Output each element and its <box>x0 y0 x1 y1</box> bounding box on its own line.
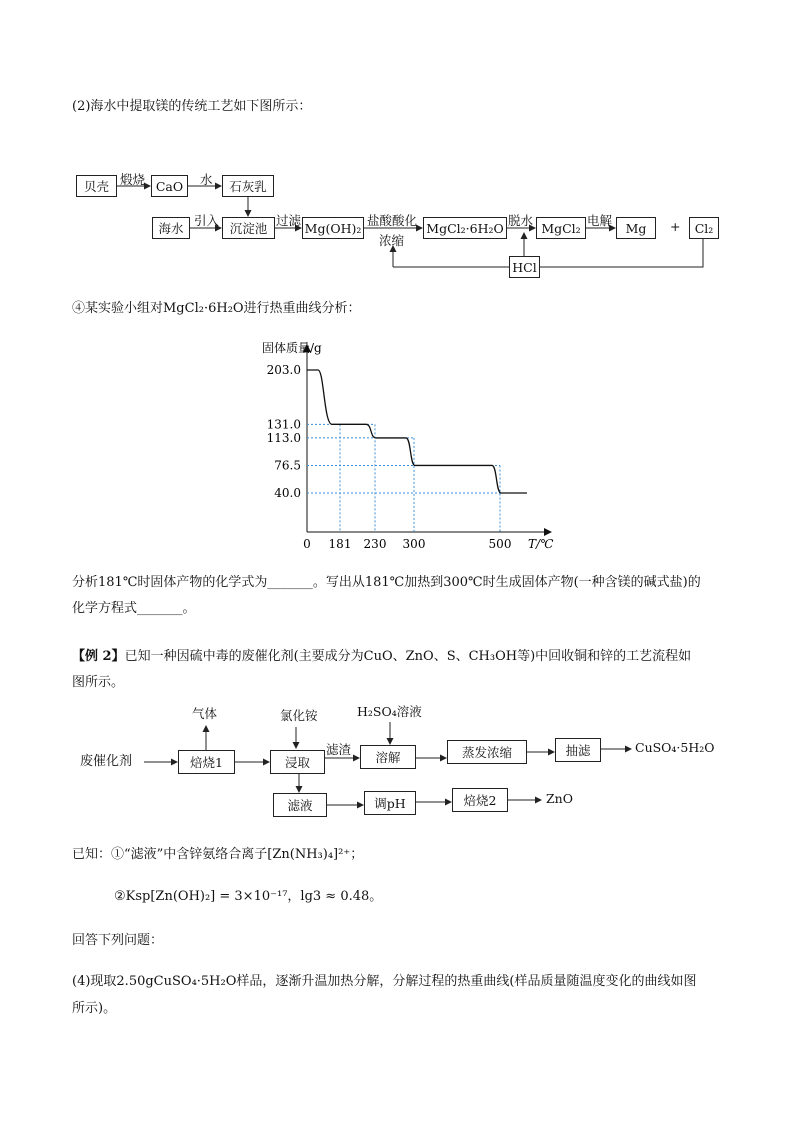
shell-box: 贝壳 <box>76 175 117 197</box>
nh4cl-label: 氯化铵 <box>280 708 318 723</box>
concentrate-label: 浓缩 <box>379 233 405 248</box>
section-heading: (2)海水中提取镁的传统工艺如下图所示： <box>72 99 312 114</box>
x-tick-label: 230 <box>363 537 387 551</box>
water-label: 水 <box>200 172 213 187</box>
analysis-line1: 分析181℃时固体产物的化学式为_______。写出从181℃加热到300℃时生成固体产物(一种含镁的碱式盐)的 <box>72 575 701 590</box>
residue-label: 滤渣 <box>326 742 352 757</box>
known-line2: ②Ksp[Zn(OH)₂] = 3×10⁻¹⁷，lg3 ≈ 0.48。 <box>114 889 383 904</box>
hcl-box: HCl <box>509 256 540 278</box>
zno-product-label: ZnO <box>546 791 573 806</box>
example2-line2: 图所示。 <box>72 675 125 690</box>
cao-box: CaO <box>151 175 188 197</box>
suction-filter-box: 抽滤 <box>555 738 601 762</box>
y-tick-label: 113.0 <box>266 430 301 445</box>
x-tick-label: 500 <box>488 537 512 551</box>
y-tick-label: 131.0 <box>266 417 301 432</box>
plus-sign: + <box>670 219 681 234</box>
limemilk-box: 石灰乳 <box>222 175 274 197</box>
y-tick-label: 203.0 <box>266 363 301 377</box>
acidify-label: 盐酸酸化 <box>367 213 418 228</box>
y-axis-title: 固体质量/g <box>262 341 322 355</box>
x-tick-label: 300 <box>402 537 426 551</box>
q4-intro: ④某实验小组对MgCl₂·6H₂O进行热重曲线分析： <box>72 301 361 316</box>
q4b-line2: 所示)。 <box>72 1001 117 1016</box>
waste-catalyst-label: 废催化剂 <box>80 754 133 769</box>
y-tick-label: 40.0 <box>274 486 301 500</box>
mgcl2-box: MgCl₂ <box>536 217 586 239</box>
dissolve-box: 溶解 <box>360 745 416 769</box>
roast2-box: 焙烧2 <box>452 788 508 812</box>
filtrate-box: 滤液 <box>273 793 327 817</box>
evaporate-box: 蒸发浓缩 <box>447 740 527 764</box>
x-tick-label: 0 <box>303 537 311 551</box>
dehydrate-label: 脱水 <box>508 213 534 228</box>
x-tick-label: 181 <box>328 537 352 551</box>
ph-adjust-box: 调pH <box>364 791 416 815</box>
introduce-label: 引入 <box>194 213 220 228</box>
mgcl2-hydrate-box: MgCl₂·6H₂O <box>423 217 507 239</box>
electrolysis-label: 电解 <box>587 213 613 228</box>
x-axis-title: T/℃ <box>528 537 554 551</box>
seawater-box: 海水 <box>152 217 190 239</box>
mgoh2-box: Mg(OH)₂ <box>302 217 364 239</box>
cl2-box: Cl₂ <box>689 217 719 239</box>
cuso4-product-label: CuSO₄·5H₂O <box>635 740 715 755</box>
mg-box: Mg <box>616 217 656 239</box>
answer-prompt: 回答下列问题： <box>72 933 164 948</box>
example2-tag: 【例 2】 <box>72 649 125 664</box>
roast1-box: 焙烧1 <box>178 750 235 774</box>
q4b-line1: (4)现取2.50gCuSO₄·5H₂O样品，逐渐升温加热分解，分解过程的热重曲线(样品质量随温度变化的曲线如图 <box>72 974 697 989</box>
known-line1: 已知：①“滤液”中含锌氨络合离子[Zn(NH₃)₄]²⁺； <box>72 847 364 862</box>
filter-label: 过滤 <box>276 213 302 228</box>
leach-box: 浸取 <box>270 750 325 774</box>
gas-label: 气体 <box>192 706 218 721</box>
analysis-line2: 化学方程式_______。 <box>72 601 196 616</box>
tank-box: 沉淀池 <box>222 217 275 239</box>
y-tick-label: 76.5 <box>274 458 301 473</box>
calcine-label: 煅烧 <box>120 172 146 187</box>
example2-text1: 已知一种因硫中毒的废催化剂(主要成分为CuO、ZnO、S、CH₃OH等)中回收铜和锌的工艺流程如 <box>124 649 692 664</box>
h2so4-label: H₂SO₄溶液 <box>357 704 422 719</box>
